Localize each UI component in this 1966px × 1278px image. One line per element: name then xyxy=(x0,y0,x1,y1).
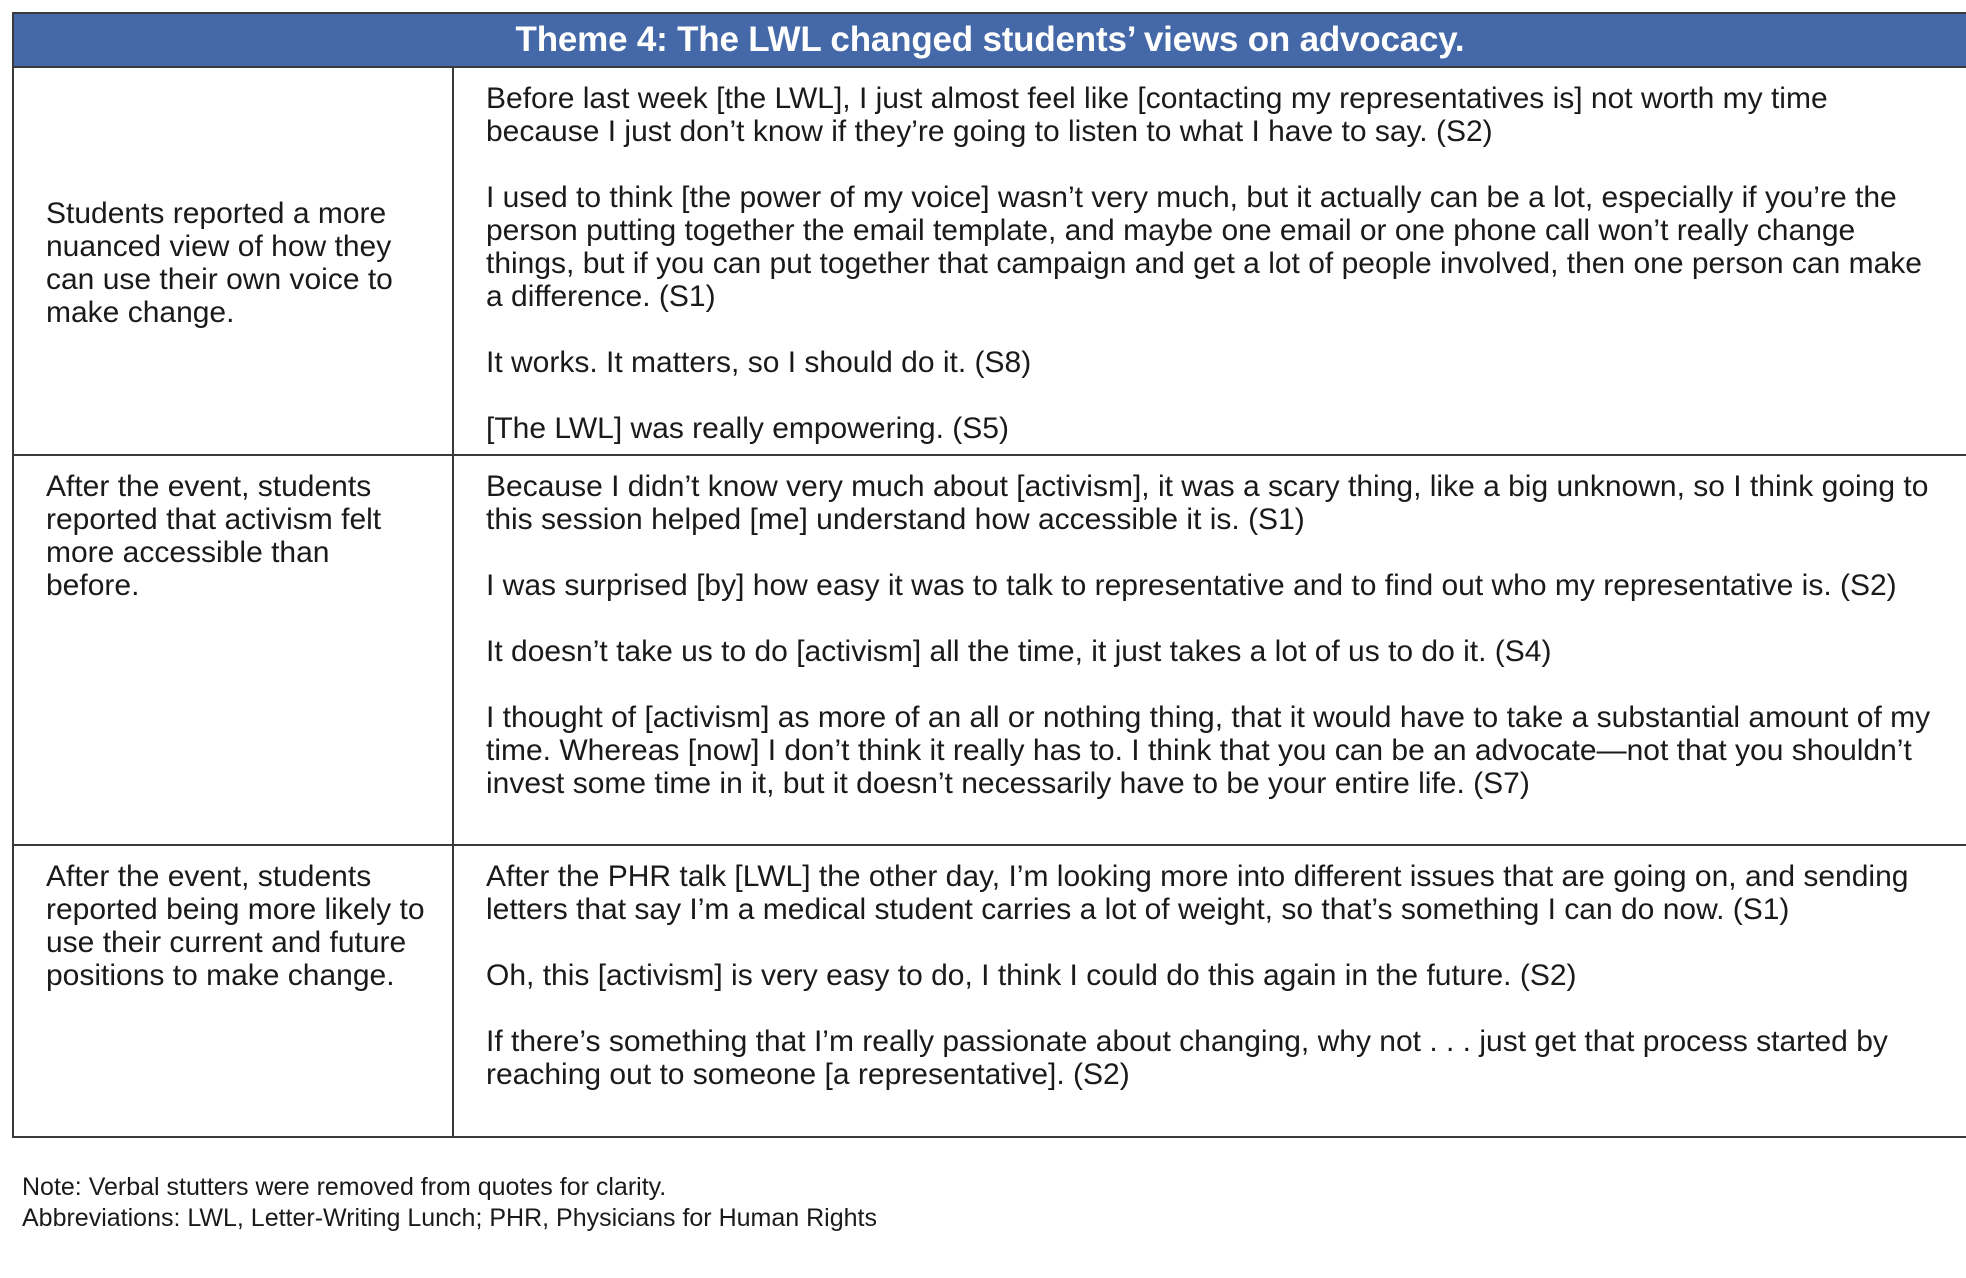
quotes-cell xyxy=(453,455,1966,845)
quote: I was surprised [by] how easy it was to talk to representative and to find out who my representative is. (S2) xyxy=(486,569,1897,602)
footnotes xyxy=(22,1172,877,1234)
quote: Oh, this [activism] is very easy to do, I think I could do this again in the future. (S2) xyxy=(486,959,1577,992)
quotes-cell xyxy=(453,845,1966,1137)
quote: After the PHR talk [LWL] the other day, I’m looking more into different issues that are going on, and sending letters that say I’m a medical student carries a lot of weight, so that’s something I can do now. (S1) xyxy=(486,860,1909,926)
quote: Because I didn’t know very much about [activism], it was a scary thing, like a big unknown, so I think going to this session helped [me] understand how accessible it is. (S1) xyxy=(486,470,1929,536)
summary-cell: After the event, students reported being more likely to use their current and future positions to make change. xyxy=(13,845,453,1137)
table-row xyxy=(13,845,1966,1137)
theme-title: Theme 4: The LWL changed students’ views on advocacy. xyxy=(13,13,1966,67)
quotes-cell xyxy=(453,67,1966,455)
table-row xyxy=(13,67,1966,455)
quote: It doesn’t take us to do [activism] all the time, it just takes a lot of us to do it. (S4) xyxy=(486,635,1552,668)
quote: If there’s something that I’m really passionate about changing, why not . . . just get that process started by reaching out to someone [a representative]. (S2) xyxy=(486,1025,1888,1091)
abbreviations-text: Abbreviations: LWL, Letter-Writing Lunch; PHR, Physicians for Human Rights xyxy=(22,1204,877,1232)
quote: I used to think [the power of my voice] wasn’t very much, but it actually can be a lot, especially if you’re the person putting together the email template, and maybe one email or one phone call won’t really change things, but if you can put together that campaign and get a lot of people involved, then one person can make a difference. (S1) xyxy=(486,181,1922,313)
quote: It works. It matters, so I should do it. (S8) xyxy=(486,346,1032,379)
theme-table-container xyxy=(12,12,1966,1138)
summary-cell: Students reported a more nuanced view of how they can use their own voice to make change. xyxy=(13,67,453,455)
quote: Before last week [the LWL], I just almost feel like [contacting my representatives is] not worth my time because I just don’t know if they’re going to listen to what I have to say. (S2) xyxy=(486,82,1828,148)
note-text: Note: Verbal stutters were removed from quotes for clarity. xyxy=(22,1173,667,1201)
theme-table xyxy=(12,12,1966,1138)
quote: I thought of [activism] as more of an all or nothing thing, that it would have to take a substantial amount of my time. Whereas [now] I don’t think it really has to. I think that you can be an advocate—not that you shouldn’t invest some time in it, but it doesn’t necessarily have to be your entire life. (S7) xyxy=(486,701,1931,800)
quote: [The LWL] was really empowering. (S5) xyxy=(486,412,1009,445)
summary-cell: After the event, students reported that activism felt more accessible than before. xyxy=(13,455,453,845)
table-row xyxy=(13,455,1966,845)
